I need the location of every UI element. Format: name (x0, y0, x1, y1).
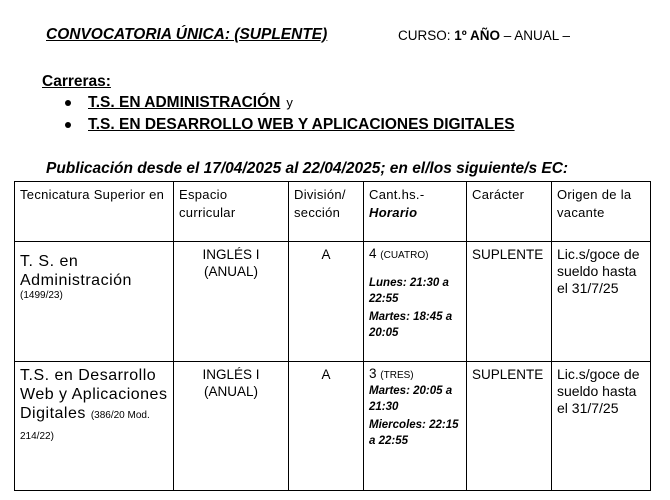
schedule-line: Miercoles: 22:15 a 22:55 (369, 419, 459, 447)
table-header-row (15, 182, 651, 242)
list-item (62, 114, 515, 136)
origen-cell: Lic.s/goce de sueldo hasta el 31/7/25 (552, 362, 651, 491)
header-hours (364, 182, 467, 242)
hours-number: 4 (369, 246, 377, 261)
publication-notice: Publicación desde el 17/04/2025 al 22/04/2025; en el/los siguiente/s EC: (46, 160, 569, 177)
table-row (15, 242, 651, 362)
bullet-icon (65, 100, 71, 106)
header-division: División/ sección (289, 182, 364, 242)
header-origen: Origen de la vacante (552, 182, 651, 242)
career-title: T. S. en Administración (20, 253, 132, 289)
hours-cell (364, 242, 467, 362)
careers-heading: Carreras: (42, 73, 111, 90)
career-name: T.S. EN DESARROLLO WEB Y APLICACIONES DIGITALES (88, 116, 515, 133)
espacio-cell: INGLÉS I (ANUAL) (174, 362, 289, 491)
career-code: (386/20 Mod. 214/22) (20, 410, 150, 442)
page-title: CONVOCATORIA ÚNICA: (SUPLENTE) (46, 26, 328, 43)
career-code: (1499/23) (20, 290, 63, 301)
espacio-cell: INGLÉS I (ANUAL) (174, 242, 289, 362)
header-hours-schedule: Horario (369, 205, 418, 220)
hours-cell (364, 362, 467, 491)
course-info (398, 28, 570, 43)
hours-word: (TRES) (380, 370, 414, 381)
career-cell (15, 242, 174, 362)
caracter-cell: SUPLENTE (467, 242, 552, 362)
schedule-line: Lunes: 21:30 a 22:55 (369, 277, 449, 305)
schedule-line: Martes: 18:45 a 20:05 (369, 311, 453, 339)
division-cell: A (289, 242, 364, 362)
hours-number: 3 (369, 366, 377, 381)
career-cell (15, 362, 174, 491)
caracter-cell: SUPLENTE (467, 362, 552, 491)
division-cell: A (289, 362, 364, 491)
career-name: T.S. EN ADMINISTRACIÓN (88, 94, 281, 111)
career-title-text: T.S. en Desarrollo Web y Aplicaciones Digitales (20, 367, 168, 422)
header-hours-count: Cant.hs.- (369, 187, 425, 202)
vacancy-table (14, 181, 651, 491)
table-row (15, 362, 651, 491)
course-year: 1º AÑO (454, 28, 500, 43)
course-label: CURSO: (398, 28, 451, 43)
header-tecnicatura: Tecnicatura Superior en (15, 182, 174, 242)
bullet-icon (65, 122, 71, 128)
hours-word: (CUATRO) (380, 250, 429, 261)
careers-list (62, 92, 515, 136)
schedule-line: Martes: 20:05 a 21:30 (369, 385, 453, 413)
career-conjunction: y (286, 95, 293, 110)
list-item (62, 92, 515, 114)
hours-count (369, 366, 461, 381)
career-title (20, 366, 168, 446)
hours-count (369, 246, 461, 261)
course-suffix: – ANUAL – (503, 28, 571, 43)
header-espacio: Espacio curricular (174, 182, 289, 242)
origen-cell: Lic.s/goce de sueldo hasta el 31/7/25 (552, 242, 651, 362)
header-caracter: Carácter (467, 182, 552, 242)
